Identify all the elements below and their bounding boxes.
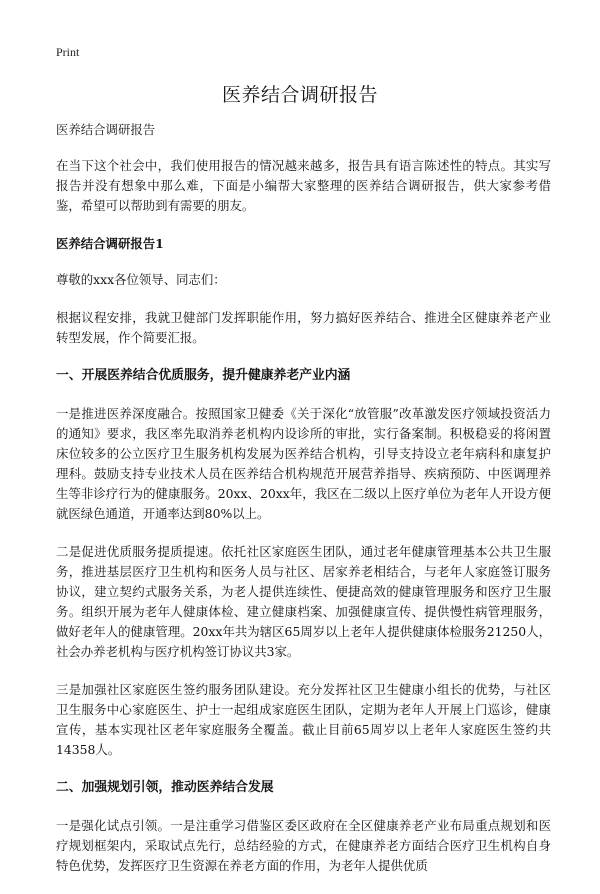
section-2-paragraph-1: 一是强化试点引领。一是注重学习借鉴区委区政府在全区健康养老产业布局重点规划和医疗规划框架内，采取试点先行，总结经验的方式，在健康养老方面结合医疗卫生机构自身特色优势，发挥医疗卫生资源在养老方面的作用，为老年人提供优质 bbox=[56, 818, 551, 873]
section-1-paragraph-3: 三是加强社区家庭医生签约服务团队建设。充分发挥社区卫生健康小组长的优势，与社区卫生服务中心家庭医生、护士一起组成家庭医生团队，定期为老年人开展上门巡诊，健康宣传，基本实现社区老年家庭服务全覆盖。截止目前65周岁以上老年人家庭医生签约共14358人。 bbox=[56, 682, 551, 757]
section-1-heading: 一、开展医养结合优质服务，提升健康养老产业内涵 bbox=[56, 368, 351, 383]
section-2-heading: 二、加强规划引领，推动医养结合发展 bbox=[56, 780, 274, 795]
intro-paragraph: 在当下这个社会中，我们使用报告的情况越来越多，报告具有语言陈述性的特点。其实写报告并没有想象中那么难，下面是小编帮大家整理的医养结合调研报告，供大家参考借鉴，希望可以帮助到有需要的朋友。 bbox=[56, 158, 551, 213]
salutation: 尊敬的xxx各位领导、同志们： bbox=[56, 272, 226, 287]
opening-paragraph: 根据议程安排，我就卫健部门发挥职能作用，努力搞好医养结合、推进全区健康养老产业转型发展，作个简要汇报。 bbox=[56, 310, 551, 345]
document-body bbox=[56, 120, 551, 894]
print-link[interactable]: Print bbox=[56, 45, 80, 59]
section-1-paragraph-2: 二是促进优质服务提质提速。依托社区家庭医生团队，通过老年健康管理基本公共卫生服务，推进基层医疗卫生机构和医务人员与社区、居家养老相结合，与老年人家庭签订服务协议，建立契约式服务关系，为老人提供连续性、便捷高效的健康管理服务和医疗卫生服务。组织开展为老年人健康体检、建立健康档案、加强健康宣传、提供慢性病管理服务，做好老年人的健康管理。20xx年共为辖区65周岁以上老年人提供健康体检服务21250人，社会办养老机构与医疗机构签订协议共3家。 bbox=[56, 544, 551, 659]
document-subtitle: 医养结合调研报告 bbox=[56, 122, 156, 137]
section-1-paragraph-1: 一是推进医养深度融合。按照国家卫健委《关于深化“放管服”改革激发医疗领域投资活力的通知》要求，我区率先取消养老机构内设诊所的审批，实行备案制。积极稳妥的将闲置床位较多的公立医疗卫生服务机构发展为医养结合机构，引导支持设立老年病科和康复护理科。鼓励支持专业技术人员在医养结合机构规范开展营养指导、疾病预防、中医调理养生等非诊疗行为的健康服务。20xx、20xx年，我区在二级以上医疗单位为老年人开设方便就医绿色通道，开通率达到80%以上。 bbox=[56, 406, 551, 521]
page-title: 医养结合调研报告 bbox=[221, 84, 378, 106]
report-heading: 医养结合调研报告1 bbox=[56, 236, 164, 251]
